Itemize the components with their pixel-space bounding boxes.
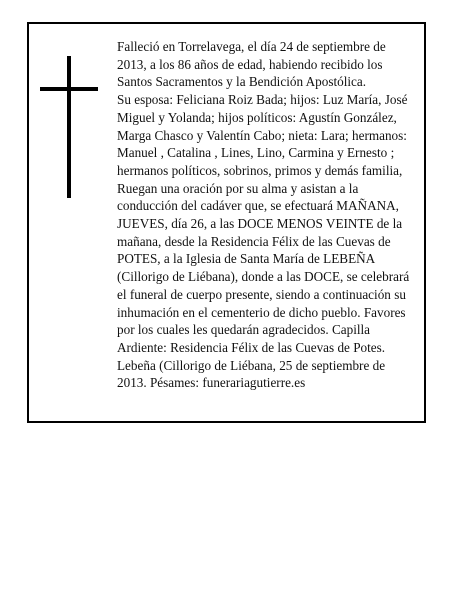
obituary-text: Falleció en Torrelavega, el día 24 de septiembre de 2013, a los 86 años de edad, habiendo recibido los Santos Sacramentos y la Bendición Apostólica. Su esposa: Feliciana Roiz Bada; hijos: Luz María, José Miguel y Yolanda; hijos políticos: Agustín González, Marga Chasco y Valentín Cabo; nieta: Lara; hermanos: Manuel , Catalina , Lines, Lino, Carmina y Ernesto ; hermanos políticos, sobrinos, primos y demás familia, Ruegan una oración por su alma y asistan a la conducción del cadáver que, se efectuará MAÑANA, JUEVES, día 26, a las DOCE MENOS VEINTE de la mañana, desde la Residencia Félix de las Cuevas de POTES, a la Iglesia de Santa María de LEBEÑA (Cillorigo de Liébana), donde a las DOCE, se celebrará el funeral de cuerpo presente, siendo a continuación su inhumación en el cementerio de dicho pueblo. Favores por los cuales les quedarán agradecidos. Capilla Ardiente: Residencia Félix de las Cuevas de Potes. Lebeña (Cillorigo de Liébana, 25 de septiembre de 2013. Pésames: funerariagutierre.es [117,39,410,391]
cross-vertical-bar [67,56,71,198]
obituary-notice [27,22,426,423]
cross-horizontal-bar [40,87,98,91]
latin-cross-icon [40,56,98,198]
